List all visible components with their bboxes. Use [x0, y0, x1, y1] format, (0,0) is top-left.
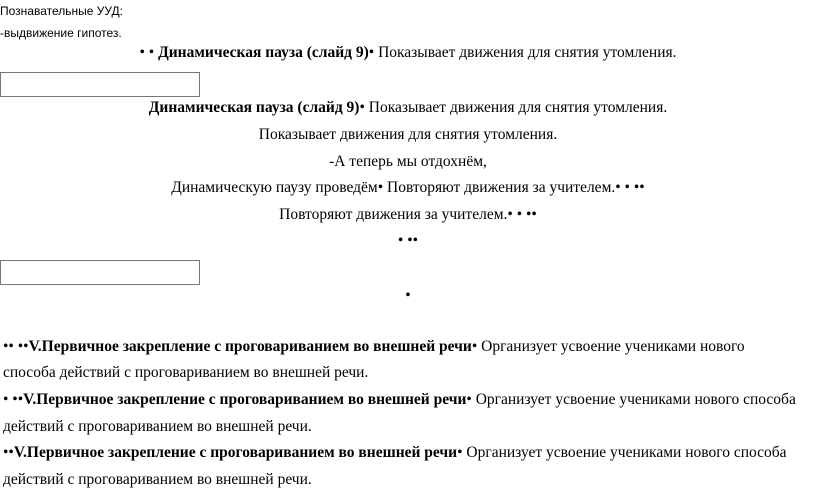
- line-bullets: • ••: [397, 232, 419, 249]
- empty-box-1: [0, 72, 200, 97]
- paragraph-2-line-2: действий с проговариванием во внешней речи.: [3, 418, 312, 435]
- text: • Организует усвоение учениками нового способа: [466, 391, 796, 408]
- header-line-1: Познавательные УУД:: [0, 4, 123, 18]
- paragraph-1-line-1: [3, 338, 745, 356]
- paragraph-2-line-1: [3, 391, 796, 409]
- line-rest: -А теперь мы отдохнём,: [329, 153, 487, 170]
- paragraph-3-line-2: действий с проговариванием во внешней речи.: [3, 471, 312, 488]
- bullets: ••: [3, 444, 14, 461]
- empty-box-2: [0, 260, 200, 285]
- paragraph-3-line-1: [3, 444, 787, 462]
- line-dynamic-pause-2: [0, 99, 816, 117]
- bullets: •• ••: [3, 338, 29, 355]
- line-dynamic-pause-1: [0, 44, 816, 62]
- line-bullet-single: •: [405, 287, 411, 304]
- text: • Организует усвоение учениками нового: [471, 338, 745, 355]
- header-line-2: -выдвижение гипотез.: [0, 26, 122, 40]
- bold-heading: V.Первичное закрепление с проговариванием во внешней речи: [28, 338, 472, 355]
- text: • Показывает движения для снятия утомления.: [368, 44, 677, 61]
- bold-heading: Динамическая пауза (слайд 9): [148, 99, 360, 116]
- bullets: • •: [139, 44, 159, 61]
- bold-heading: V.Первичное закрепление с проговариванием во внешней речи: [23, 391, 467, 408]
- text: • Организует усвоение учениками нового способа: [457, 444, 787, 461]
- line-dynamic-pause-conduct: Динамическую паузу проведём• Повторяют движения за учителем.• • ••: [171, 179, 645, 196]
- paragraph-1-line-2: способа действий с проговариванием во внешней речи.: [3, 364, 369, 381]
- text: • Показывает движения для снятия утомления.: [359, 99, 668, 116]
- bullets: • ••: [3, 391, 24, 408]
- bold-heading: V.Первичное закрепление с проговариванием во внешней речи: [13, 444, 458, 461]
- bold-heading: Динамическая пауза (слайд 9): [158, 44, 369, 61]
- line-show-movements: Показывает движения для снятия утомления.: [258, 126, 558, 143]
- line-repeat-movements: Повторяют движения за учителем.• • ••: [279, 206, 537, 223]
